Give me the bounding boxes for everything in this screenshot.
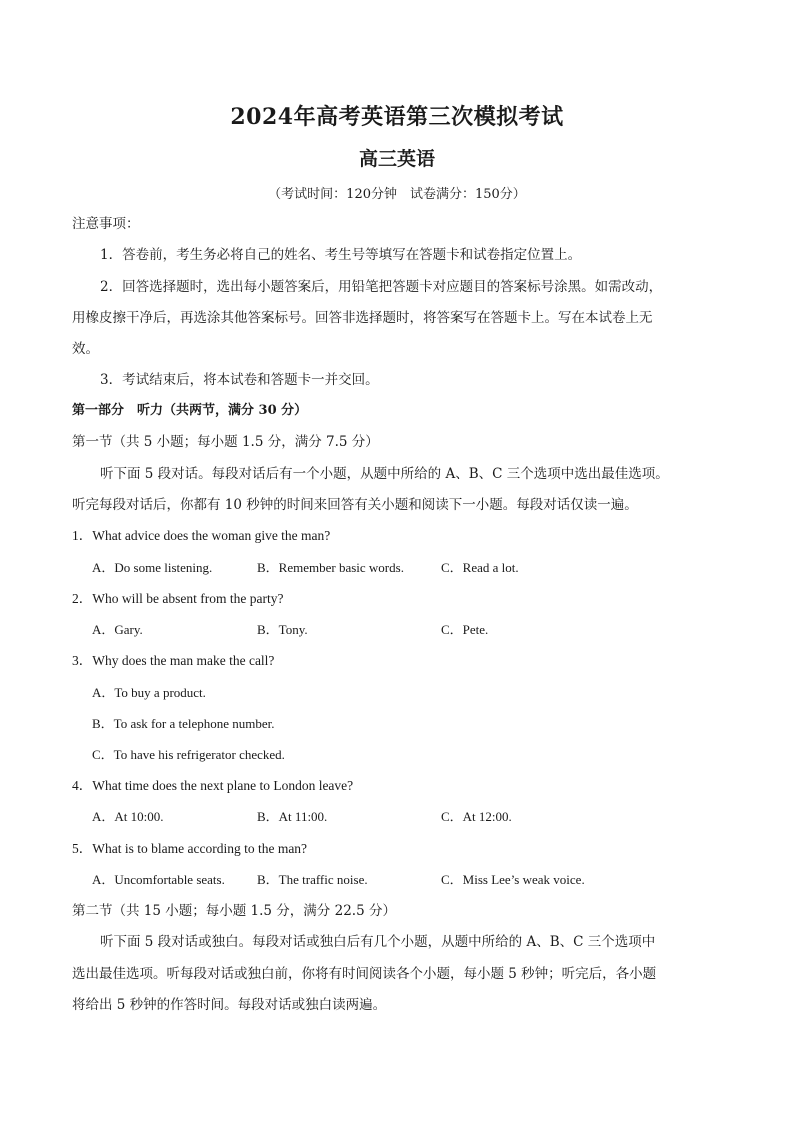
question-5-option-b: B．The traffic noise. (257, 872, 368, 887)
notice-item-1: 1．答卷前，考生务必将自己的姓名、考生号等填写在答题卡和试卷指定位置上。 (100, 247, 582, 263)
question-2-option-c: C．Pete. (441, 622, 489, 637)
question-1-option-c: C．Read a lot. (441, 560, 519, 575)
section1-instructions-cont: 听完每段对话后，你都有 10 秒钟的时间来回答有关小题和阅读下一小题。每段对话仅读一遍。 (72, 497, 638, 513)
question-3-option-a: A．To buy a product. (92, 685, 206, 700)
question-5-option-c: C．Miss Lee’s weak voice. (441, 872, 585, 887)
section1-instructions: 听下面 5 段对话。每段对话后有一个小题，从题中所给的 A、B、C 三个选项中选出最佳选项。 (100, 466, 669, 482)
notice-item-3: 3．考试结束后，将本试卷和答题卡一并交回。 (100, 372, 379, 388)
question-3-option-b: B．To ask for a telephone number. (92, 716, 275, 731)
notice-item-2: 2．回答选择题时，选出每小题答案后，用铅笔把答题卡对应题目的答案标号涂黑。如需改动， (100, 279, 663, 295)
section2-instructions-cont: 选出最佳选项。听每段对话或独白前，你将有时间阅读各个小题，每小题 5 秒钟；听完后，各小题 (72, 966, 657, 982)
question-5-stem: 5．What is to blame according to the man? (72, 841, 308, 856)
question-5-option-a: A．Uncomfortable seats. (92, 872, 225, 887)
question-1-stem: 1．What advice does the woman give the man? (72, 528, 331, 543)
exam-title: 2024年高考英语第三次模拟考试 (230, 104, 564, 130)
question-1-option-a: A．Do some listening. (92, 560, 213, 575)
section2-heading: 第二节（共 15 小题；每小题 1.5 分，满分 22.5 分） (72, 903, 396, 919)
notice-item-2-cont: 用橡皮擦干净后，再选涂其他答案标号。回答非选择题时，将答案写在答题卡上。写在本试卷上无 (72, 310, 653, 326)
section2-instructions: 听下面 5 段对话或独白。每段对话或独白后有几个小题，从题中所给的 A、B、C 三个选项中 (100, 934, 656, 950)
question-2-option-a: A．Gary. (92, 622, 143, 637)
exam-subtitle: 高三英语 (358, 148, 435, 170)
section2-instructions-end: 将给出 5 秒钟的作答时间。每段对话或独白读两遍。 (72, 997, 387, 1013)
question-4-stem: 4．What time does the next plane to London leave? (72, 778, 354, 793)
question-3-option-c: C．To have his refrigerator checked. (92, 747, 285, 762)
question-2-option-b: B．Tony. (257, 622, 308, 637)
part1-heading: 第一部分 听力（共两节，满分 30 分） (72, 403, 308, 418)
question-4-option-c: C．At 12:00. (441, 809, 512, 824)
exam-info: （考试时间：120分钟 试卷满分：150分） (268, 187, 526, 202)
notice-heading: 注意事项： (72, 216, 140, 232)
notice-item-2-end: 效。 (72, 341, 99, 357)
question-4-option-a: A．At 10:00. (92, 809, 164, 824)
question-1-option-b: B．Remember basic words. (257, 560, 404, 575)
question-4-option-b: B．At 11:00. (257, 809, 328, 824)
section1-heading: 第一节（共 5 小题；每小题 1.5 分，满分 7.5 分） (72, 434, 379, 450)
question-2-stem: 2．Who will be absent from the party? (72, 591, 284, 606)
question-3-stem: 3．Why does the man make the call? (72, 653, 275, 668)
